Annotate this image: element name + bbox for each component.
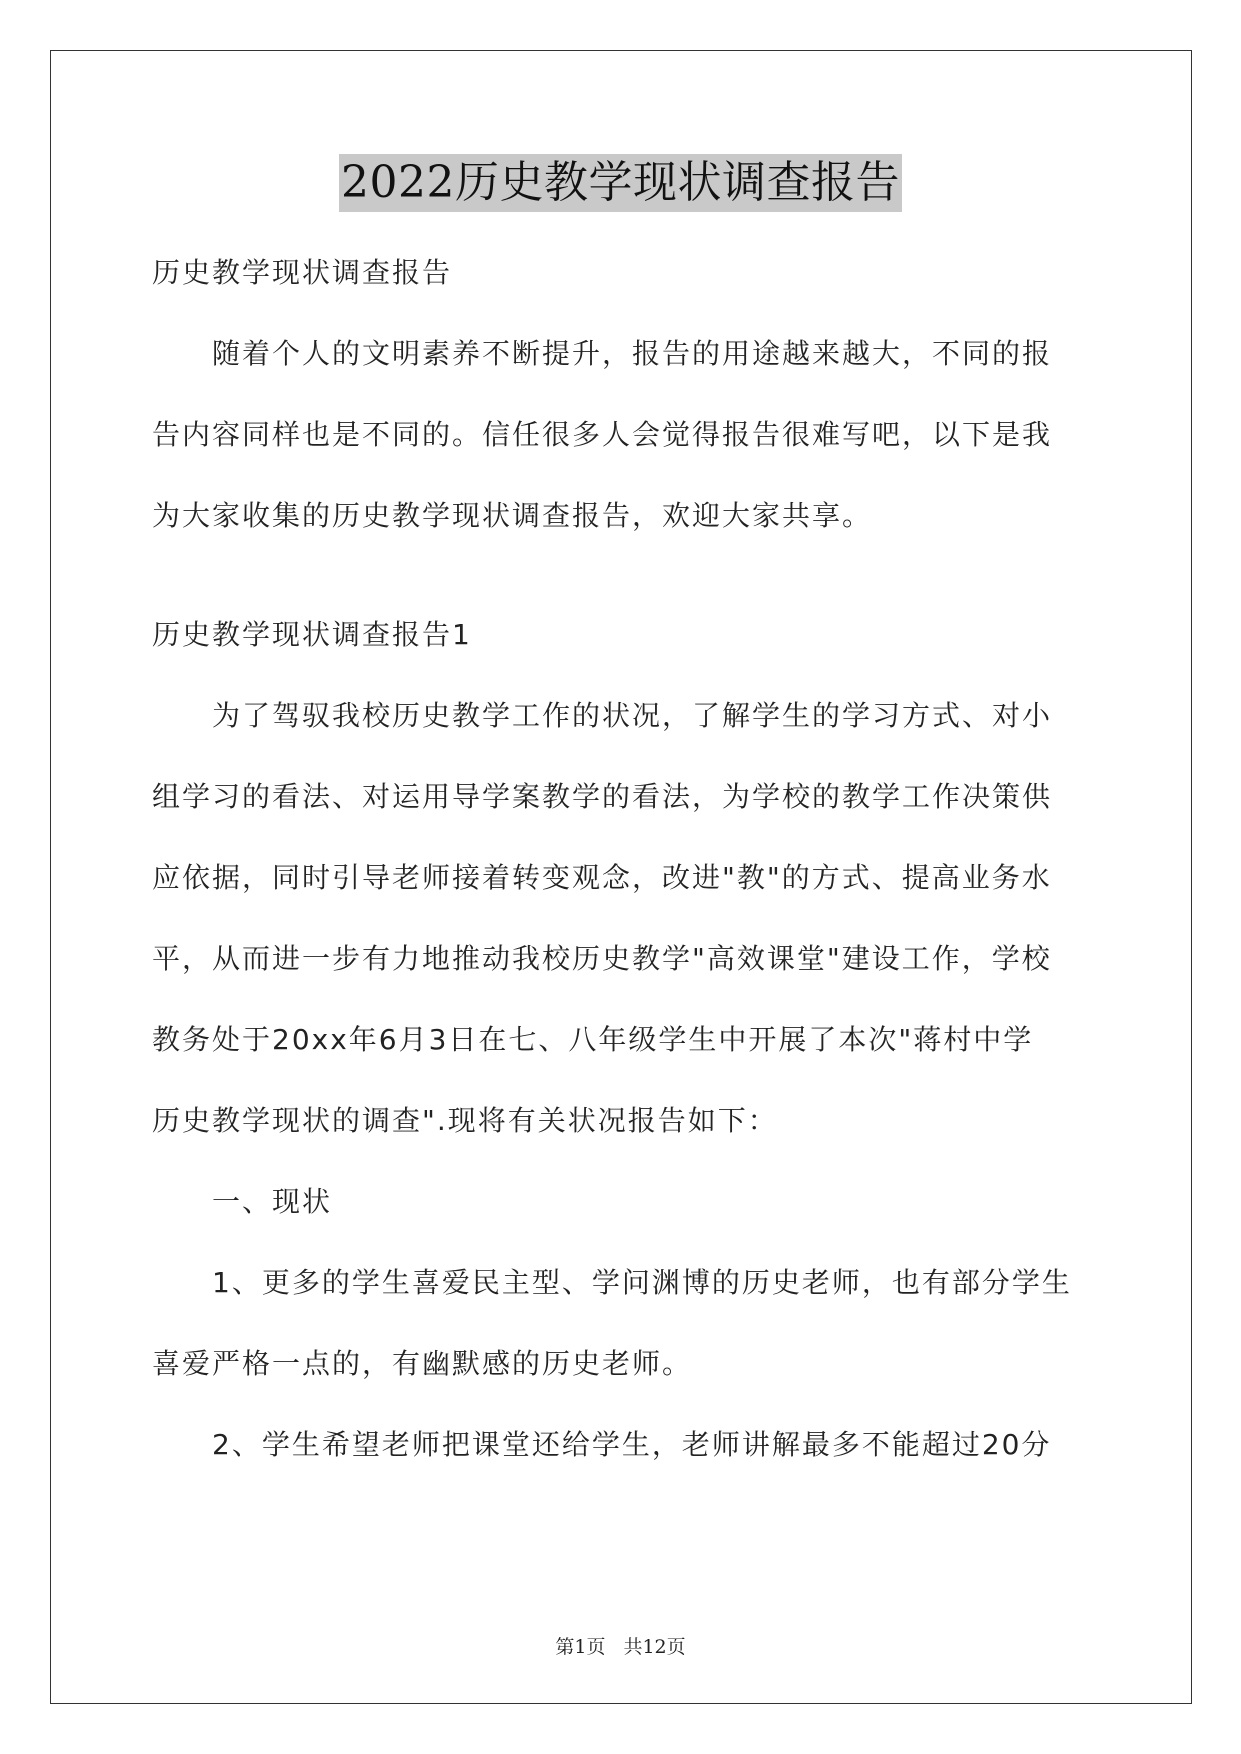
intro-line: 为大家收集的历史教学现状调查报告，欢迎大家共享。 (152, 499, 873, 532)
page-number: 第1页 (555, 1636, 606, 1658)
document-title: 2022历史教学现状调查报告 (339, 154, 902, 212)
paragraph-line: 历史教学现状的调查".现将有关状况报告如下： (152, 1104, 778, 1137)
document-subtitle: 历史教学现状调查报告 (152, 256, 453, 289)
page-total: 共12页 (623, 1636, 686, 1658)
intro-line: 告内容同样也是不同的。信任很多人会觉得报告很难写吧，以下是我 (152, 418, 1053, 451)
list-heading: 一、现状 (212, 1185, 333, 1218)
paragraph-line: 平，从而进一步有力地推动我校历史教学"高效课堂"建设工作，学校 (152, 942, 1052, 975)
list-item-line: 喜爱严格一点的，有幽默感的历史老师。 (152, 1347, 693, 1380)
paragraph-line: 应依据，同时引导老师接着转变观念，改进"教"的方式、提高业务水 (152, 861, 1052, 894)
paragraph-line: 为了驾驭我校历史教学工作的状况，了解学生的学习方式、对小 (212, 699, 1053, 732)
title-container (0, 154, 1241, 212)
intro-line: 随着个人的文明素养不断提升，报告的用途越来越大，不同的报 (212, 337, 1053, 370)
paragraph-line: 教务处于20xx年6月3日在七、八年级学生中开展了本次"蒋村中学 (152, 1023, 1034, 1056)
document-body (152, 232, 1092, 556)
paragraph-line: 组学习的看法、对运用导学案教学的看法，为学校的教学工作决策供 (152, 780, 1053, 813)
list-item-line: 1、更多的学生喜爱民主型、学问渊博的历史老师，也有部分学生 (212, 1266, 1072, 1299)
page-footer (0, 1632, 1241, 1659)
list-item-line: 2、学生希望老师把课堂还给学生，老师讲解最多不能超过20分 (212, 1428, 1052, 1461)
section-body (152, 594, 1092, 1485)
section-heading: 历史教学现状调查报告1 (152, 618, 472, 651)
